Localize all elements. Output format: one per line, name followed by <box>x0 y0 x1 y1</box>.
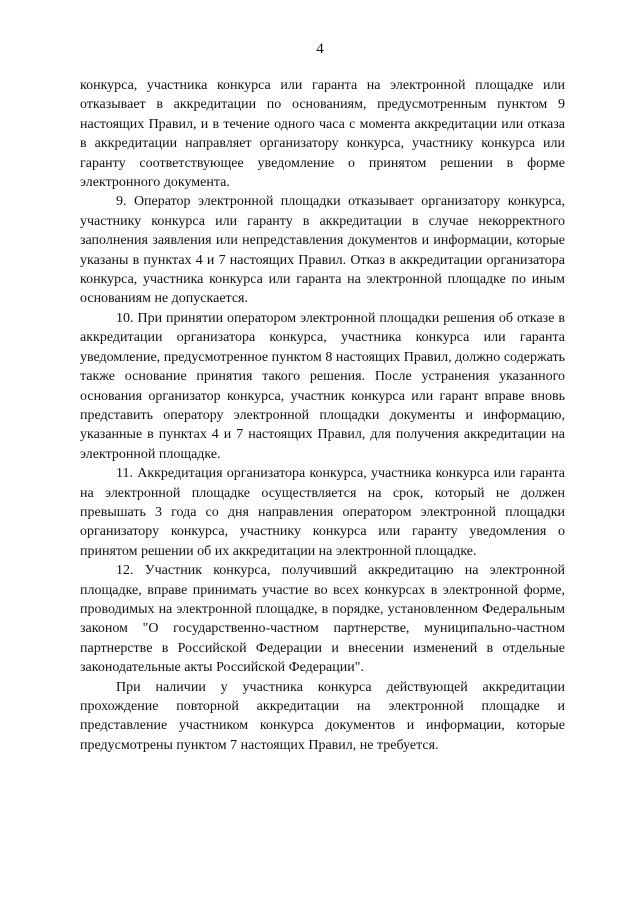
paragraph-10: 10. При принятии оператором электронной площадки решения об отказе в аккредитации организатора конкурса, участника конкурса или гаранта уведомление, предусмотренное пунктом 8 настоящих Правил, должно содержать также основание принятия такого решения. После устранения указанного основания организатор конкурса, участник конкурса или гарант вправе вновь представить оператору электронной площадки документы и информацию, указанные в пунктах 4 и 7 настоящих Правил, для получения аккредитации на электронной площадке. <box>80 310 565 462</box>
paragraph-9: 9. Оператор электронной площадки отказывает организатору конкурса, участнику конкурса или гаранту в аккредитации в случае некорректного заполнения заявления или непредставления документов и информации, которые указаны в пунктах 4 и 7 настоящих Правил. Отказ в аккредитации организатора конкурса, участника конкурса или гаранта на электронной площадке по иным основаниям не допускается. <box>80 194 565 307</box>
page-number: 4 <box>316 41 324 57</box>
paragraph-12-continuation: При наличии у участника конкурса действующей аккредитации прохождение повторной аккредитации на электронной площадке и представление участником конкурса документов и информации, которые предусмотрены пунктом 7 настоящих Правил, не требуется. <box>80 679 565 753</box>
paragraph-12: 12. Участник конкурса, получивший аккредитацию на электронной площадке, вправе принимать участие во всех конкурсах в электронной форме, проводимых на электронной площадке, в порядке, установленном Федеральным законом "О государственно-частном партнерстве, муниципально-частном партнерстве в Российской Федерации и внесении изменений в отдельные законодательные акты Российской Федерации". <box>80 563 565 676</box>
document-body <box>80 76 565 755</box>
paragraph-continuation: конкурса, участника конкурса или гаранта на электронной площадке или отказывает в аккредитации по основаниям, предусмотренным пунктом 9 настоящих Правил, и в течение одного часа с момента аккредитации или отказа в аккредитации направляет организатору конкурса, участнику конкурса или гаранту соответствующее уведомление о принятом решении в форме электронного документа. <box>80 78 565 191</box>
paragraph-11: 11. Аккредитация организатора конкурса, участника конкурса или гаранта на электронной площадке осуществляется на срок, который не должен превышать 3 года со дня направления оператором электронной площадки организатору конкурса, участнику конкурса или гаранту уведомления о принятом решении об их аккредитации на электронной площадке. <box>80 466 565 559</box>
